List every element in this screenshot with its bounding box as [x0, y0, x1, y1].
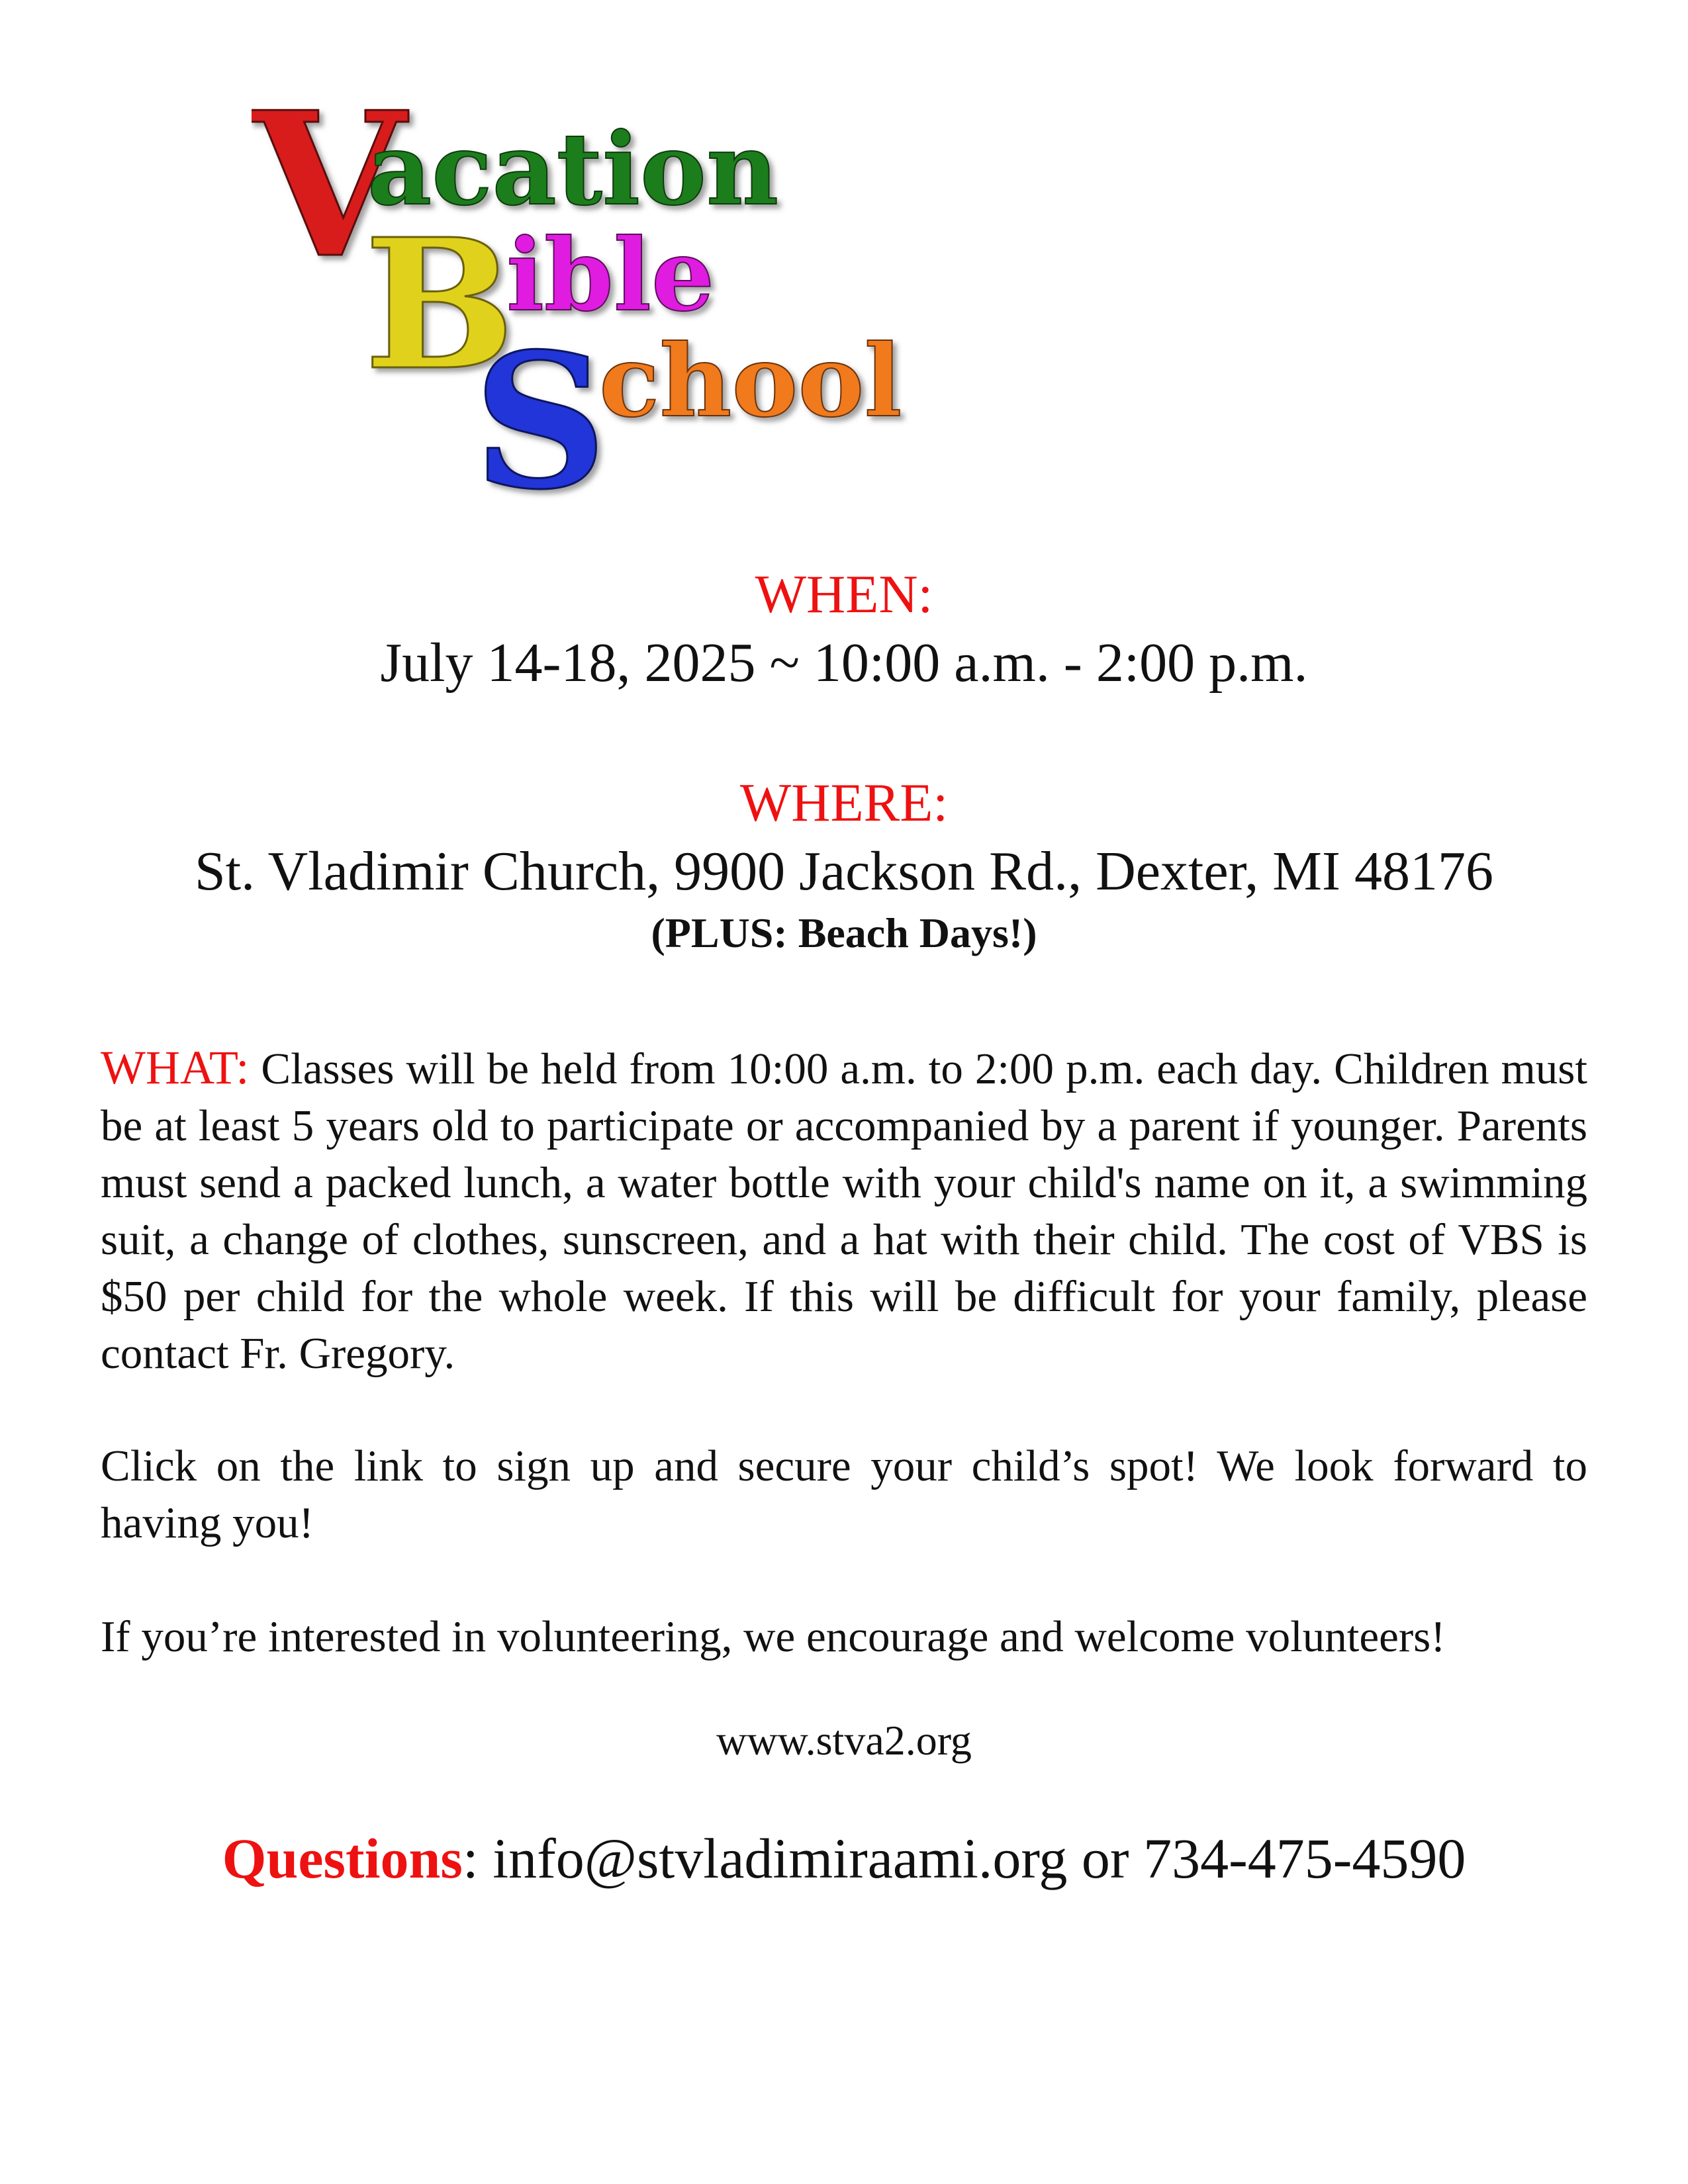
where-label: WHERE: [739, 772, 949, 833]
vbs-logo [252, 99, 1046, 510]
what-label: WHAT: [101, 1041, 250, 1094]
website-link[interactable]: www.stva2.org [716, 1717, 972, 1764]
logo-letter-v: V [252, 99, 406, 302]
questions-line [0, 1823, 1688, 1893]
logo-word-chool: chool [599, 323, 902, 439]
questions-label: Questions [222, 1827, 463, 1890]
what-paragraph [101, 1039, 1587, 1382]
logo-letter-s: S [473, 313, 608, 510]
logo-letter-b: B [364, 199, 516, 410]
signup-paragraph: Click on the link to sign up and secure your child’s spot! We look forward to having you! [101, 1441, 1587, 1547]
volunteer-paragraph: If you’re interested in volunteering, we encourage and welcome volunteers! [101, 1612, 1446, 1661]
when-label: WHEN: [755, 564, 933, 624]
questions-contact: : info@stvladimiraami.org or 734-475-4590 [462, 1827, 1466, 1890]
logo-word-acation: acation [367, 111, 779, 228]
beach-days-note: (PLUS: Beach Days!) [651, 909, 1037, 956]
what-text: Classes will be held from 10:00 a.m. to 2:00 p.m. each day. Children must be at least 5 years old to participate or accompanied by a parent if younger. Parents must send a packed lunch, a water bottle with your child's name on it, a swimming suit, a change of clothes, sunscreen, and a hat with their child. The cost of VBS is $50 per child for the whole week. If this will be difficult for your family, please contact Fr. Gregory. [101, 1044, 1587, 1378]
where-value: St. Vladimir Church, 9900 Jackson Rd., Dexter, MI 48176 [195, 841, 1493, 902]
when-value: July 14-18, 2025 ~ 10:00 a.m. - 2:00 p.m. [380, 632, 1308, 694]
logo-word-ible: ible [506, 217, 715, 334]
